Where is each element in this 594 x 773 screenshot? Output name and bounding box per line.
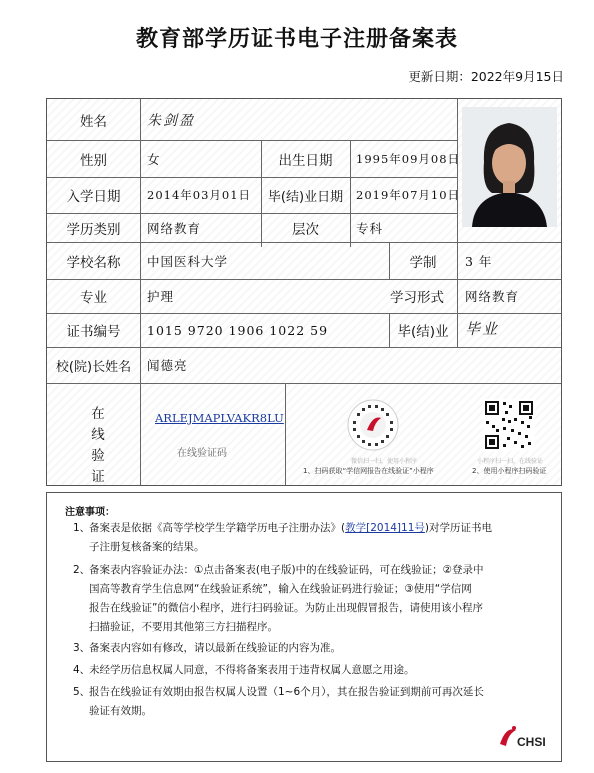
student-photo	[462, 107, 557, 227]
study-form-value: 网络教育	[465, 289, 520, 304]
principal-label: 校(院)长姓名	[55, 359, 132, 375]
school-value: 中国医科大学	[147, 253, 229, 269]
name-label: 姓名	[80, 113, 107, 130]
study-form-label: 学习形式	[390, 290, 444, 306]
school-label: 学校名称	[66, 254, 121, 271]
registration-table	[46, 98, 562, 486]
level-label: 层次	[292, 221, 319, 238]
qr1-caption: 1、扫码获取“学信网报告在线验证”小程序	[303, 467, 434, 475]
major-label: 专业	[80, 290, 107, 306]
verify-code-caption: 在线验证码	[177, 448, 227, 459]
note-item	[73, 683, 513, 721]
note-text: )对学历证书电	[424, 522, 492, 534]
qr2-caption: 2、使用小程序扫码验证	[472, 467, 547, 475]
verify-label: 在线验证	[91, 406, 105, 485]
note-item	[73, 519, 513, 557]
duration-label: 学制	[409, 254, 437, 271]
principal-value: 闻德亮	[147, 358, 188, 373]
page-title: 教育部学历证书电子注册备案表	[135, 27, 458, 52]
note-number: 3、	[73, 642, 91, 654]
birth-value: 1995年09月08日	[356, 151, 461, 166]
grad-label: 毕(结)业	[397, 324, 449, 340]
note-continuation: 验证有效期。	[89, 705, 152, 717]
note-number: 5、	[73, 686, 91, 698]
enroll-label: 入学日期	[66, 189, 121, 205]
edu-type-value: 网络教育	[147, 220, 202, 236]
note-continuation: 扫描验证，不要用其他第三方扫描程序。	[89, 621, 278, 633]
duration-value: 3 年	[465, 253, 493, 269]
cert-no-value: 1015 9720 1906 1022 59	[147, 322, 329, 338]
name-value: 朱剑盈	[147, 112, 195, 129]
verify-code-link[interactable]: ARLEJMAPLVAKR8LU	[155, 411, 284, 425]
enroll-value: 2014年03月01日	[147, 188, 252, 202]
note-continuation: 国高等教育学生信息网“在线验证系统”，输入在线验证码进行验证；③使用“学信网	[89, 583, 472, 595]
grad-date-value: 2019年07月10日	[356, 188, 461, 202]
notes-title: 注意事项：	[65, 507, 115, 518]
cert-no-label: 证书编号	[66, 324, 121, 340]
note-number: 1、	[73, 522, 91, 534]
gender-label: 性别	[80, 152, 107, 169]
logo-text: CHSI	[517, 735, 546, 749]
notes-box	[46, 492, 562, 762]
note-text: 报告在线验证有效期由报告权属人设置（1~6个月），其在报告验证到期前可再次延长	[89, 686, 484, 698]
grad-date-label: 毕(结)业日期	[267, 189, 344, 205]
note-item	[73, 661, 513, 680]
birth-label: 出生日期	[278, 152, 333, 169]
chsi-logo	[496, 722, 552, 752]
note-number: 2、	[73, 564, 91, 576]
note-text: 备案表内容验证办法：①点击备案表(电子版)中的在线验证码，可在线验证；②登录中	[89, 564, 484, 576]
level-value: 专科	[356, 220, 384, 236]
note-text: 未经学历信息权属人同意，不得将备案表用于违背权属人意愿之用途。	[89, 664, 415, 676]
grad-value: 毕业	[465, 319, 500, 338]
major-value: 护理	[147, 289, 175, 304]
note-continuation: 子注册复核备案的结果。	[89, 541, 205, 553]
note-text: 备案表是依据《高等学校学生学籍学历电子注册办法》(	[89, 522, 346, 534]
note-continuation: 报告在线验证”的微信小程序，进行扫码验证。为防止出现假冒报告，请使用该小程序	[89, 602, 483, 614]
update-date: 更新日期：2022年9月15日	[408, 69, 564, 84]
qr1-hint: 微信扫一扫，使用小程序	[351, 458, 418, 465]
miniprogram-qr-code	[347, 399, 399, 451]
regulation-link[interactable]: 教学[2014]11号	[345, 522, 425, 534]
note-number: 4、	[73, 664, 91, 676]
note-item	[73, 639, 513, 658]
note-text: 备案表内容如有修改，请以最新在线验证的内容为准。	[89, 642, 341, 654]
gender-value: 女	[147, 151, 161, 167]
qr2-hint: 小程序扫一扫，在线验证	[477, 458, 544, 465]
note-item	[73, 561, 513, 637]
edu-type-label: 学历类别	[66, 221, 121, 238]
verify-qr-code	[483, 399, 535, 451]
